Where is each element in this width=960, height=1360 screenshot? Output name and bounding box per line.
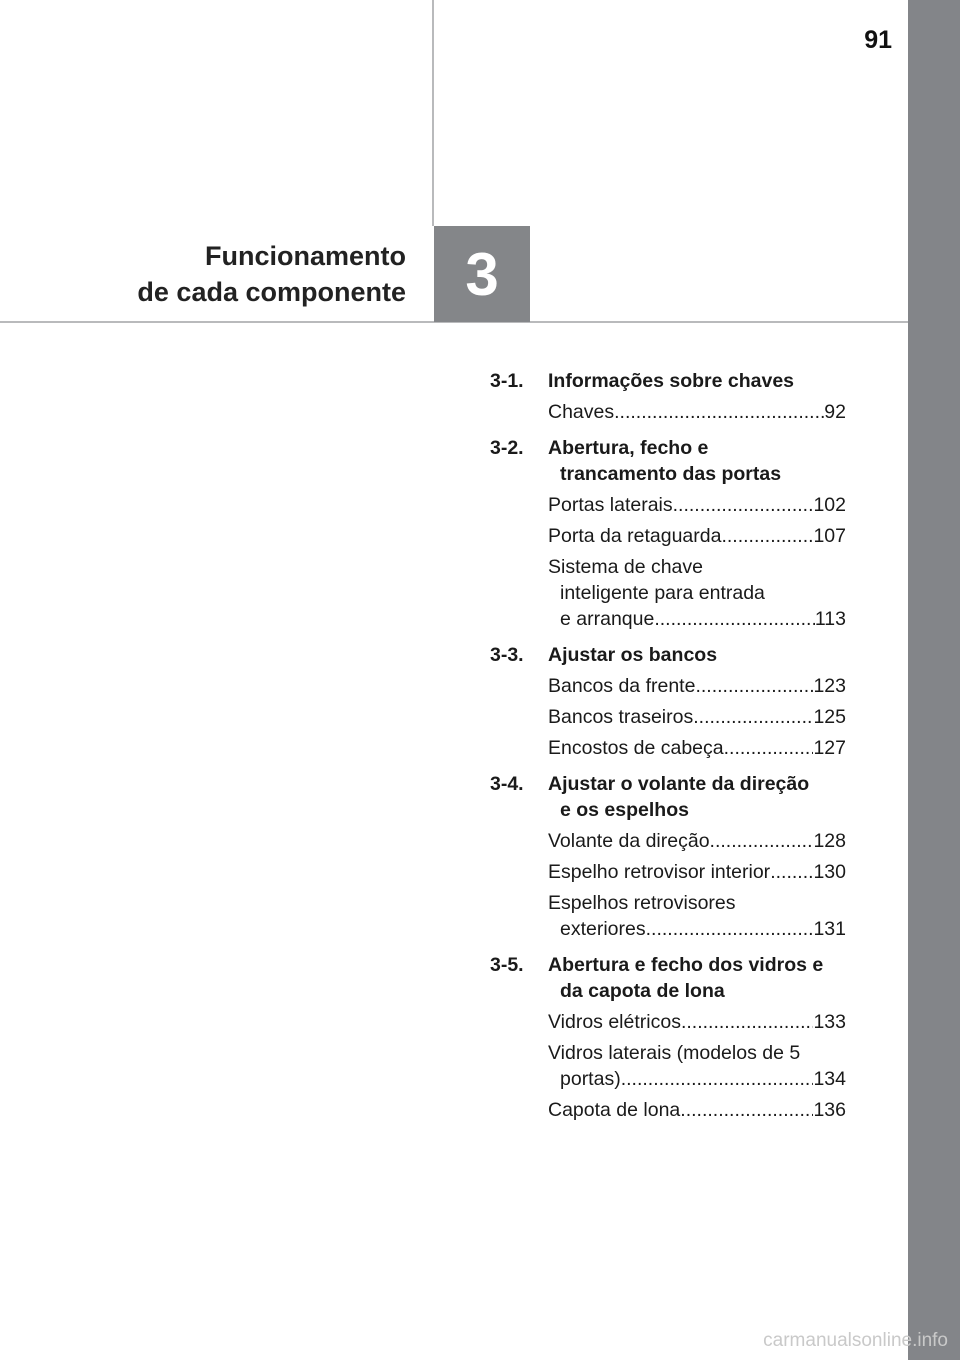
- toc-entry[interactable]: [548, 890, 846, 942]
- entry-page-number: 128: [813, 830, 846, 852]
- entry-text: exteriores: [560, 918, 646, 940]
- entry-text: Volante da direção: [548, 830, 710, 852]
- dot-leader: [695, 673, 813, 699]
- toc-entry[interactable]: [548, 735, 846, 761]
- entry-page-number: 134: [813, 1068, 846, 1090]
- entry-text: Chaves: [548, 401, 615, 423]
- toc-entry[interactable]: [548, 523, 846, 549]
- section-title-line1: Ajustar o volante da direção: [548, 773, 810, 795]
- entry-text: Portas laterais: [548, 494, 673, 516]
- section-title-line1: Ajustar os bancos: [548, 644, 718, 666]
- section-title-line2: e os espelhos: [560, 799, 689, 821]
- chapter-title-line1: Funcionamento: [205, 241, 406, 271]
- section-title: [548, 642, 846, 668]
- section-title: [548, 771, 846, 823]
- toc-entry[interactable]: [548, 859, 846, 885]
- entry-text-line: inteligente para entrada: [560, 582, 765, 604]
- entry-page-number: 131: [813, 918, 846, 940]
- toc-entry[interactable]: [548, 554, 846, 632]
- toc-entry[interactable]: [548, 492, 846, 518]
- entry-text: Bancos traseiros: [548, 706, 694, 728]
- section-title: [548, 952, 846, 1004]
- dot-leader: [693, 704, 813, 730]
- section-title: [548, 435, 846, 487]
- dot-leader: [721, 523, 813, 549]
- entry-page-number: 123: [813, 675, 846, 697]
- entry-page-number: 107: [813, 525, 846, 547]
- toc-entry[interactable]: [548, 1097, 846, 1123]
- entry-text: e arranque: [560, 608, 655, 630]
- dot-leader: [614, 399, 824, 425]
- section-number: 3-2.: [490, 437, 524, 459]
- watermark: carmanualsonline.info: [763, 1330, 948, 1351]
- entry-text-line: Espelhos retrovisores: [548, 892, 736, 914]
- section-number: 3-1.: [490, 370, 524, 392]
- entry-page-number: 125: [813, 706, 846, 728]
- section-title-line2: trancamento das portas: [560, 463, 782, 485]
- toc-entry[interactable]: [548, 704, 846, 730]
- table-of-contents: [490, 368, 846, 1123]
- toc-section[interactable]: [490, 368, 846, 394]
- dot-leader: [681, 1009, 814, 1035]
- entry-page-number: 130: [813, 861, 846, 883]
- entry-text-line: Sistema de chave: [548, 556, 704, 578]
- dot-leader: [621, 1066, 814, 1092]
- entry-text: Capota de lona: [548, 1099, 681, 1121]
- vertical-divider: [432, 0, 434, 226]
- entry-page-number: 113: [814, 608, 846, 630]
- entry-text: Porta da retaguarda: [548, 525, 722, 547]
- entry-page-number: 127: [813, 737, 846, 759]
- page-number: 91: [864, 26, 892, 54]
- toc-section[interactable]: [490, 435, 846, 487]
- toc-section[interactable]: [490, 771, 846, 823]
- chapter-title-line2: de cada componente: [137, 277, 406, 307]
- entry-page-number: 136: [813, 1099, 846, 1121]
- section-number: 3-3.: [490, 644, 524, 666]
- entry-page-number: 133: [813, 1011, 846, 1033]
- entry-page-number: 102: [813, 494, 846, 516]
- entry-text: Bancos da frente: [548, 675, 696, 697]
- dot-leader: [770, 859, 813, 885]
- toc-entry[interactable]: [548, 828, 846, 854]
- section-title-line2: da capota de lona: [560, 980, 725, 1002]
- section-title-line1: Informações sobre chaves: [548, 370, 795, 392]
- side-tab: [908, 0, 960, 1360]
- toc-entry[interactable]: [548, 1040, 846, 1092]
- section-title-line1: Abertura e fecho dos vidros e: [548, 954, 824, 976]
- toc-entry[interactable]: [548, 673, 846, 699]
- toc-entry[interactable]: [548, 1009, 846, 1035]
- section-title-line1: Abertura, fecho e: [548, 437, 709, 459]
- chapter-title: [137, 238, 406, 310]
- dot-leader: [680, 1097, 813, 1123]
- section-number: 3-4.: [490, 773, 524, 795]
- entry-text-line: Vidros laterais (modelos de 5: [548, 1042, 801, 1064]
- dot-leader: [646, 916, 814, 942]
- entry-text: portas): [560, 1068, 621, 1090]
- dot-leader: [724, 735, 814, 761]
- toc-section[interactable]: [490, 642, 846, 668]
- chapter-number-box: 3: [434, 226, 530, 322]
- section-title: [548, 368, 846, 394]
- toc-entry[interactable]: [548, 399, 846, 425]
- dot-leader: [710, 828, 814, 854]
- dot-leader: [654, 606, 815, 632]
- entry-text: Espelho retrovisor interior: [548, 861, 771, 883]
- entry-text: Encostos de cabeça: [548, 737, 724, 759]
- entry-text: Vidros elétricos: [548, 1011, 681, 1033]
- dot-leader: [673, 492, 814, 518]
- entry-page-number: 92: [824, 401, 846, 423]
- toc-section[interactable]: [490, 952, 846, 1004]
- section-number: 3-5.: [490, 954, 524, 976]
